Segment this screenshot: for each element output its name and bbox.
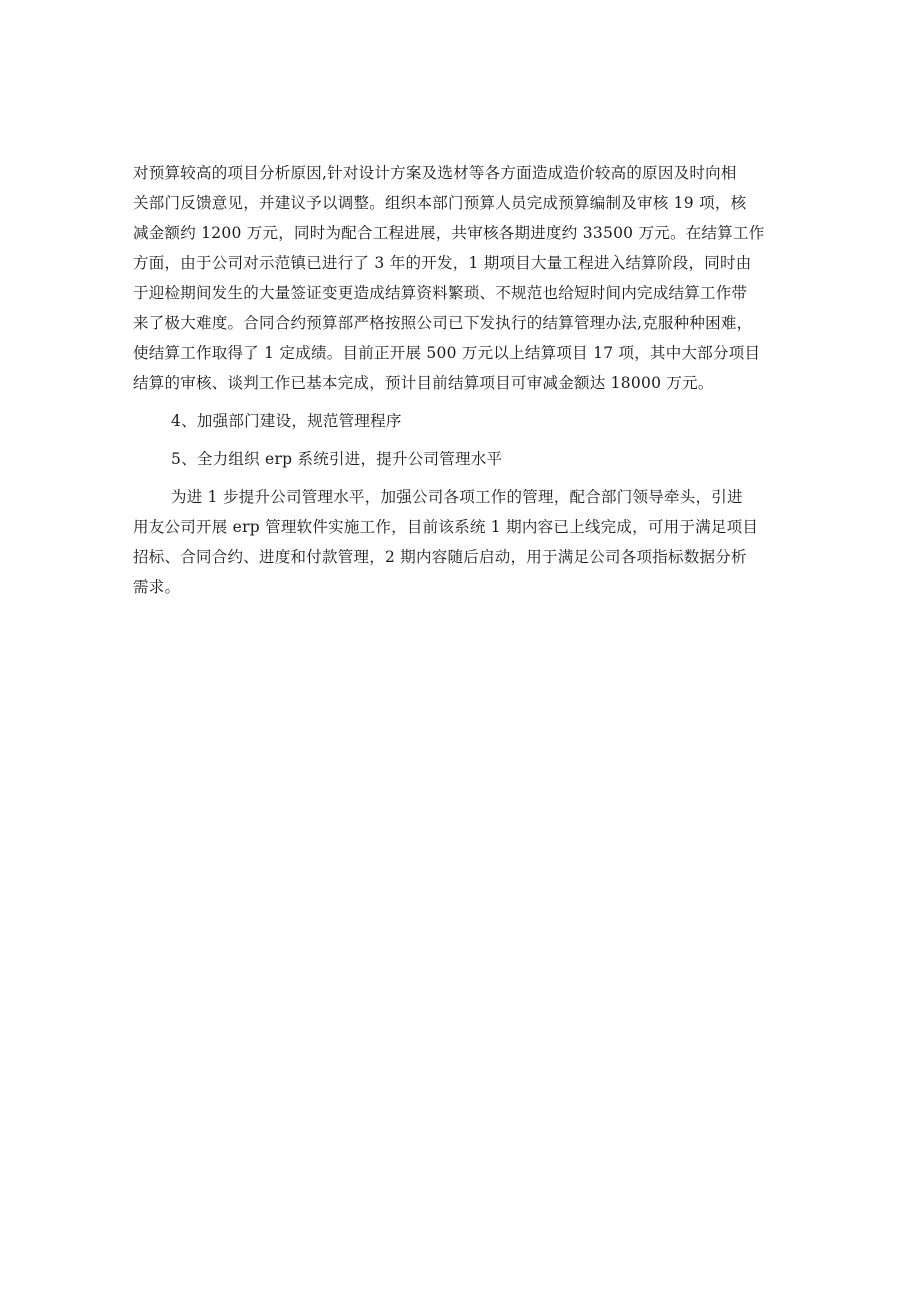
text-line: 减金额约 1200 万元，同时为配合工程进展，共审核各期进度约 33500 万元。在结算工作 xyxy=(133,224,765,242)
paragraph-erp-implementation xyxy=(133,482,793,602)
text-line: 用友公司开展 erp 管理软件实施工作，目前该系统 1 期内容已上线完成，可用于满足项目 xyxy=(133,518,759,536)
text-line: 使结算工作取得了 1 定成绩。目前正开展 500 万元以上结算项目 17 项，其中大部分项目 xyxy=(133,344,761,362)
text-line: 关部门反馈意见，并建议予以调整。组织本部门预算人员完成预算编制及审核 19 项，核 xyxy=(133,194,747,212)
spacer xyxy=(133,398,793,406)
text-line: 方面，由于公司对示范镇已进行了 3 年的开发，1 期项目大量工程进入结算阶段，同时由 xyxy=(133,254,752,272)
spacer xyxy=(133,436,793,444)
text-line: 对预算较高的项目分析原因,针对设计方案及选材等各方面造成造价较高的原因及时向相 xyxy=(133,164,737,182)
paragraph-budget-settlement xyxy=(133,158,793,398)
text-line: 为进 1 步提升公司管理水平，加强公司各项工作的管理，配合部门领导牵头，引进 xyxy=(171,488,743,506)
section-heading-5: 5、全力组织 erp 系统引进，提升公司管理水平 xyxy=(171,450,503,468)
text-line: 于迎检期间发生的大量签证变更造成结算资料繁琐、不规范也给短时间内完成结算工作带 xyxy=(133,284,748,302)
document-body xyxy=(133,158,793,602)
text-line: 需求。 xyxy=(133,578,181,596)
section-heading-4: 4、加强部门建设，规范管理程序 xyxy=(171,412,402,430)
text-line: 结算的审核、谈判工作已基本完成，预计目前结算项目可审减金额达 18000 万元。 xyxy=(133,374,714,392)
text-line: 招标、合同合约、进度和付款管理，2 期内容随后启动，用于满足公司各项指标数据分析 xyxy=(133,548,747,566)
text-line: 来了极大难度。合同合约预算部严格按照公司已下发执行的结算管理办法,克服种种困难， xyxy=(133,314,753,332)
spacer xyxy=(133,474,793,482)
